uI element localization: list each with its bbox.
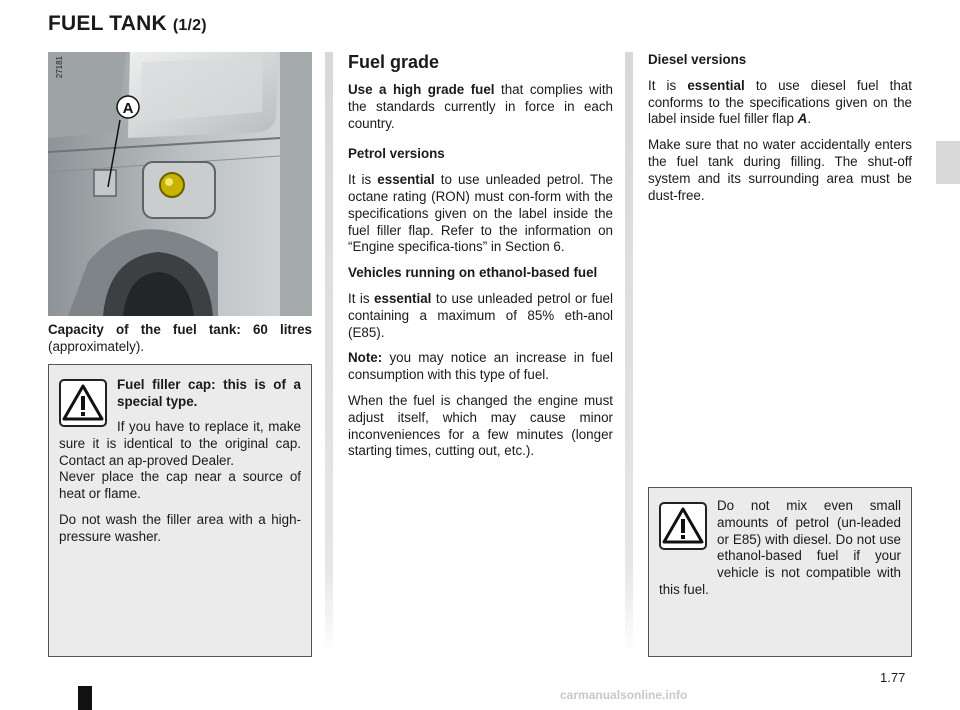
diesel-heading: Diesel versions <box>648 52 747 67</box>
intro-rest: that complies with the standards currently in force in each country. <box>348 82 613 131</box>
watermark: carmanualsonline.info <box>560 688 688 702</box>
diesel-pre: It is <box>648 77 677 93</box>
label-a: A <box>122 100 134 117</box>
capacity-rest: (approximately). <box>48 338 144 354</box>
section-tab <box>936 141 960 184</box>
diesel-rest: to use diesel fuel that conforms to the specifications given on the label inside fuel filler flap <box>648 77 912 127</box>
diesel-water-text: Make sure that no water accidentally enters the fuel tank during filling. The shut-off system and its surrounding area must be dust-free. <box>648 137 912 203</box>
warning1-body <box>59 419 301 555</box>
title-text: FUEL TANK <box>48 12 167 35</box>
warning1-top <box>117 377 301 420</box>
diesel-essential: essential <box>687 77 745 93</box>
warning1-title: Fuel filler cap: this is of a special type. <box>117 377 301 409</box>
fuel-grade-heading: Fuel grade <box>348 52 440 72</box>
capacity-bold: Capacity of the fuel tank: 60 litres <box>48 322 312 337</box>
petrol-heading: Petrol versions <box>348 146 445 162</box>
note-label: Note: <box>348 350 383 366</box>
intro-bold: Use a high grade fuel <box>348 82 495 97</box>
warning1-p3: Do not wash the filler area with a high-pressure washer. <box>59 511 301 544</box>
column-divider-2 <box>625 52 633 657</box>
warning1-p2: Never place the cap near a source of heat or flame. <box>59 469 301 502</box>
ethanol-pre: It is <box>348 290 370 306</box>
warning1-p1: If you have to replace it, make sure it is identical to the original cap. Contact an ap-proved Dealer. <box>59 419 301 468</box>
fuel-grade-column <box>348 52 613 469</box>
fuel-change-text: When the fuel is changed the engine must adjust itself, which may cause minor inconveniences for a few minutes (longer starting times, cutting out, etc.). <box>348 392 613 459</box>
crop-mark <box>78 686 92 710</box>
car-side-drawing <box>48 52 312 316</box>
petrol-pre: It is <box>348 172 372 188</box>
capacity-text <box>48 322 312 356</box>
note-rest: you may notice an increase in fuel consumption with this type of fuel. <box>348 350 613 383</box>
ethanol-essential: essential <box>374 290 432 306</box>
petrol-essential: essential <box>377 172 435 188</box>
diesel-end: . <box>807 111 812 127</box>
diesel-column <box>648 52 912 213</box>
warning-box-mixing <box>648 487 912 657</box>
warning-box-filler-cap <box>48 364 312 657</box>
column-divider-1 <box>325 52 333 657</box>
page-title <box>48 12 207 36</box>
fuel-filler-illustration <box>48 52 312 316</box>
warning2-icon-spacer <box>659 498 717 566</box>
image-code: 27181 <box>55 56 64 79</box>
warning2-text: Do not mix even small amounts of petrol (un-leaded or E85) with diesel. Do not use ethanol-based fuel if your vehicle is not compatible with this fuel. <box>659 498 901 597</box>
ethanol-rest: to use unleaded petrol or fuel containing a maximum of 85% eth-anol (E85). <box>348 290 613 340</box>
title-part: (1/2) <box>172 17 207 34</box>
diesel-flap-ref: A <box>797 111 808 127</box>
page-number: 1.77 <box>880 670 906 685</box>
petrol-rest: to use unleaded petrol. The octane rating (RON) must con-form with the specifications given on the label inside the fuel filler flap. Refer to the information on “Engine specifica-tions” in Section 6. <box>348 172 613 255</box>
ethanol-heading: Vehicles running on ethanol-based fuel <box>348 265 598 281</box>
warning2-body <box>659 498 901 608</box>
